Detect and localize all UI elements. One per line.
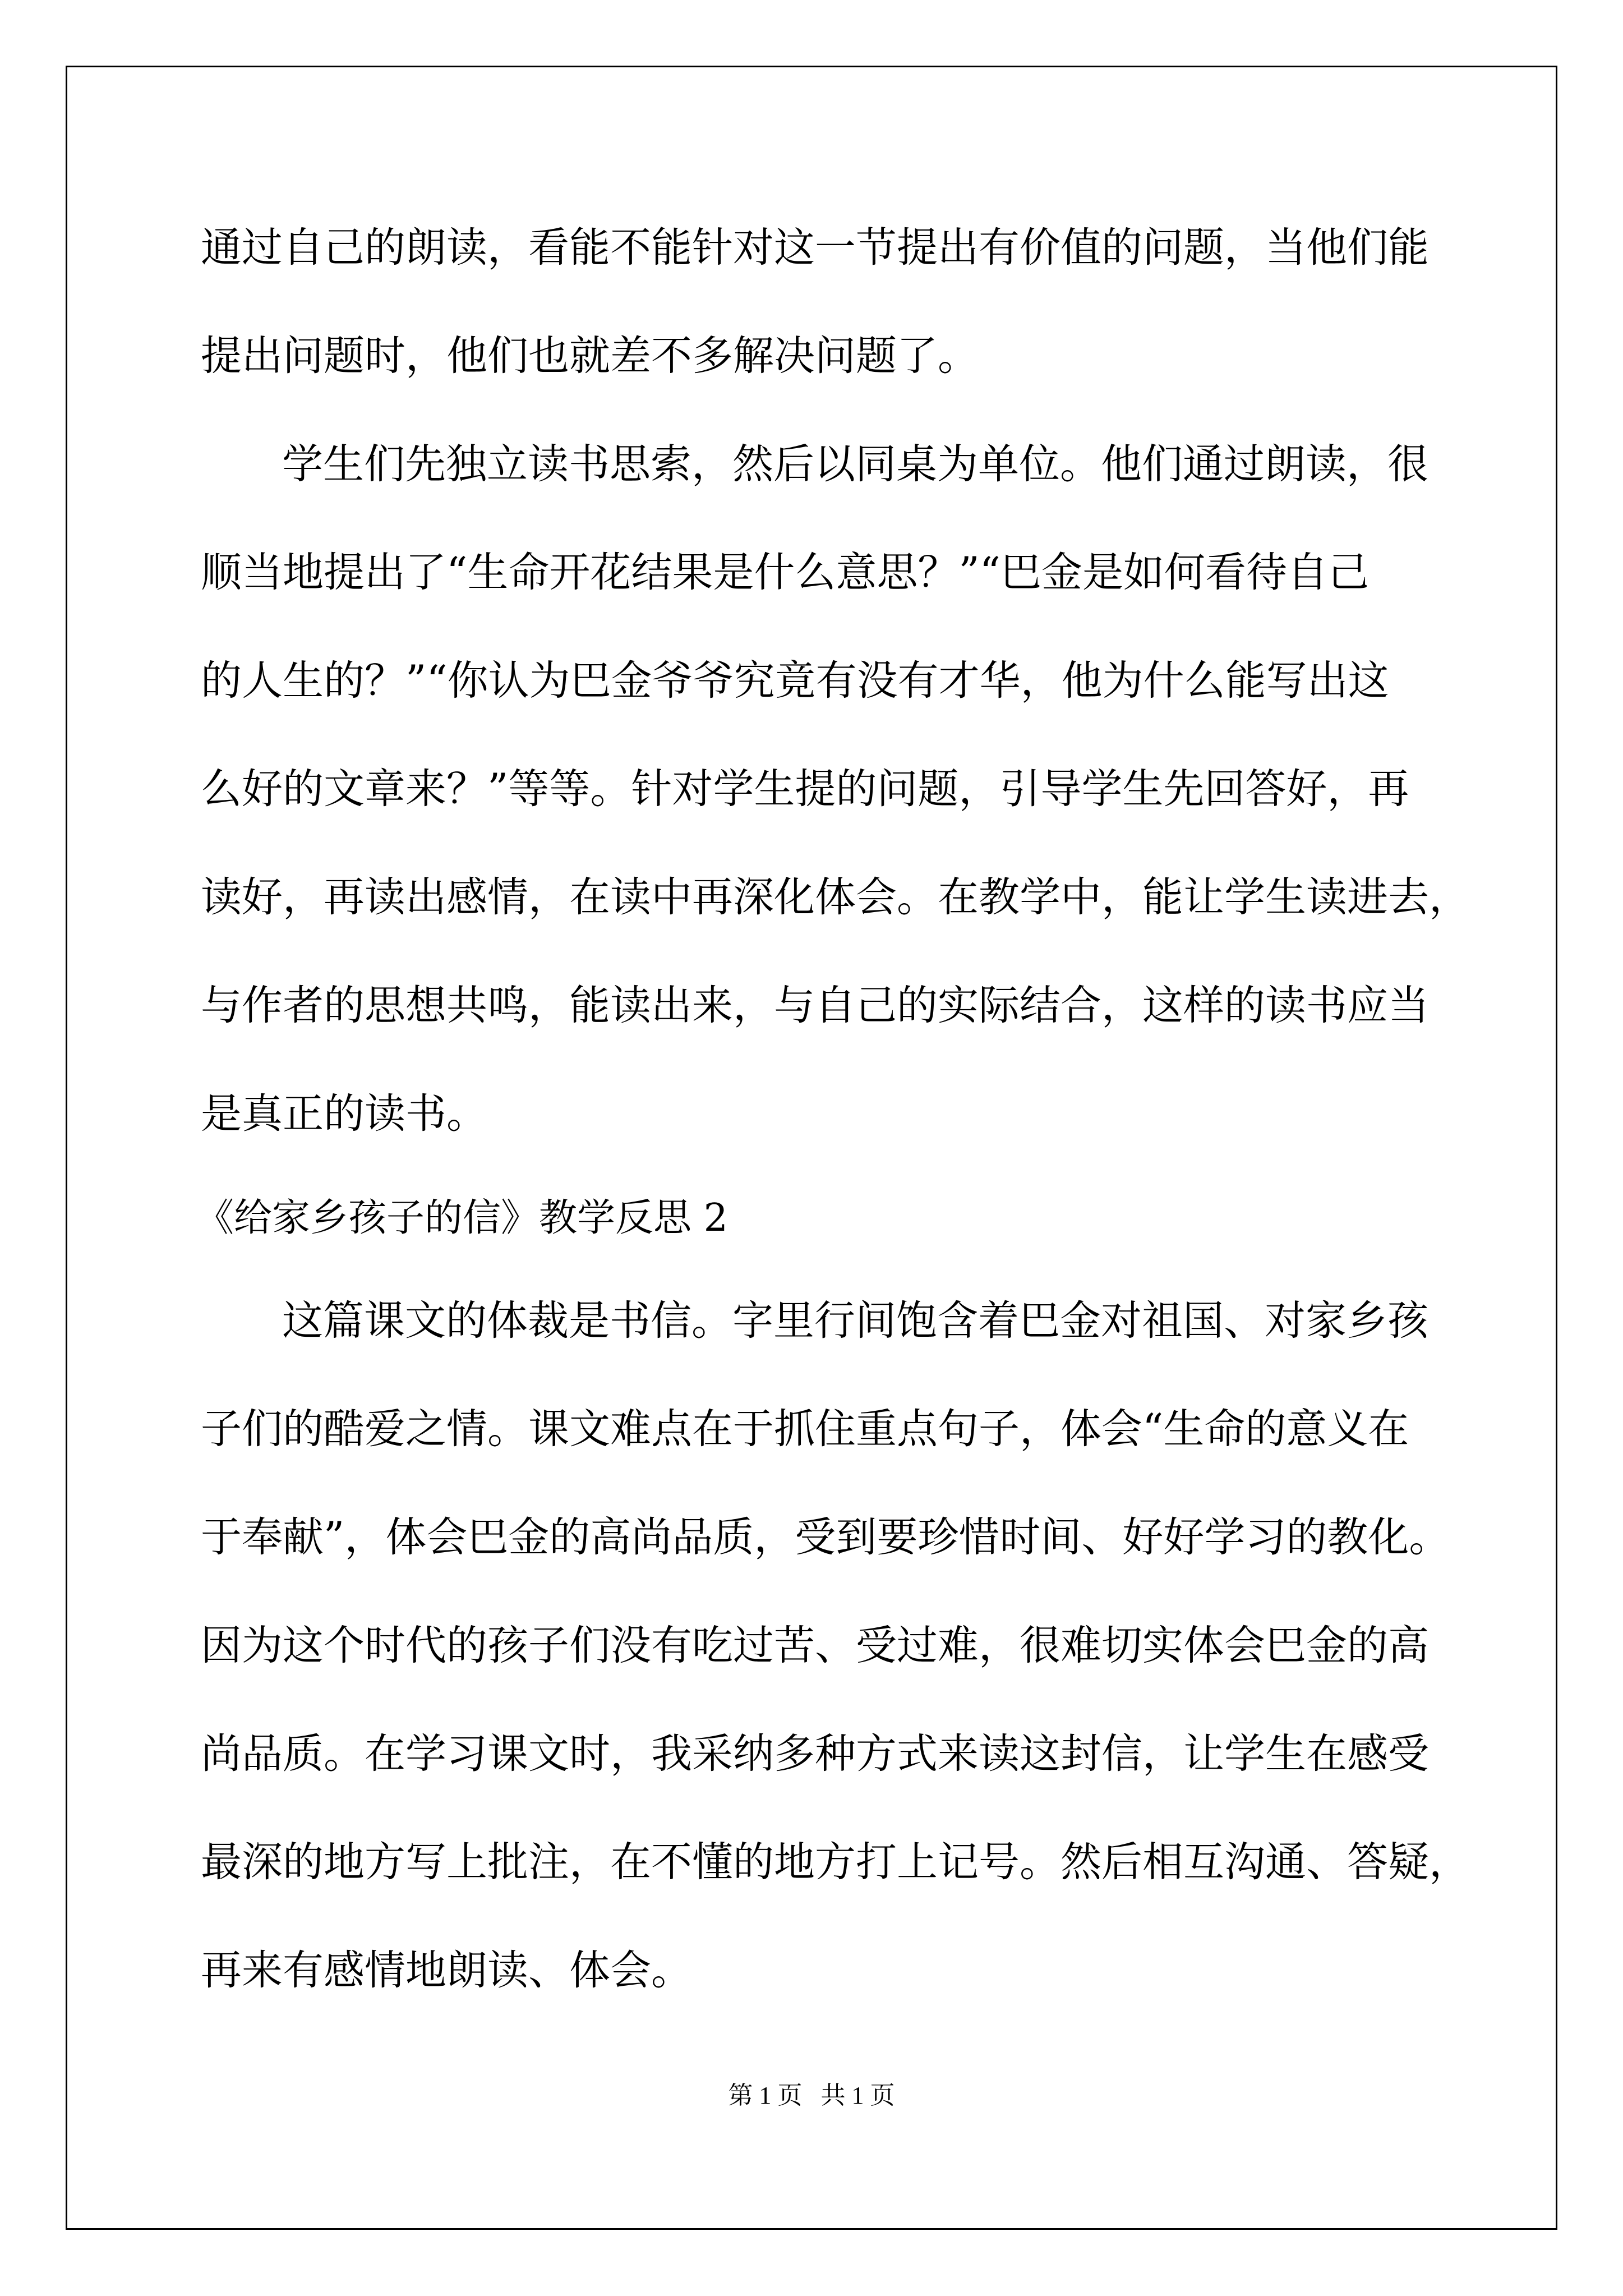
text-line: 子们的酷爱之情。课文难点在于抓住重点句子，体会“生命的意义在 [201,1405,1409,1453]
text-line: 读好，再读出感情，在读中再深化体会。在教学中，能让学生读进去， [201,873,1470,921]
text-line: 再来有感情地朗读、体会。 [201,1947,692,1994]
text-line: 提出问题时，他们也就差不多解决问题了。 [201,332,979,380]
section-heading: 《给家乡孩子的信》教学反思 2 [196,1196,728,1240]
text-line: 尚品质。在学习课文时，我采纳多种方式来读这封信，让学生在感受 [201,1730,1429,1778]
text-line: 是真正的读书。 [201,1090,487,1138]
text-line: 的人生的？”“你认为巴金爷爷究竟有没有才华，他为什么能写出这 [201,657,1389,705]
page-footer: 第 1 页 共 1 页 [728,2082,895,2109]
text-line: 通过自己的朗读，看能不能针对这一节提出有价值的问题，当他们能 [201,224,1429,272]
text-line: 学生们先独立读书思索，然后以同桌为单位。他们通过朗读，很 [282,440,1428,488]
text-line: 最深的地方写上批注，在不懂的地方打上记号。然后相互沟通、答疑， [201,1838,1470,1886]
text-line: 这篇课文的体裁是书信。字里行间饱含着巴金对祖国、对家乡孩 [282,1297,1428,1345]
text-line: 与作者的思想共鸣，能读出来，与自己的实际结合，这样的读书应当 [201,982,1429,1029]
text-line: 顺当地提出了“生命开花结果是什么意思？”“巴金是如何看待自己 [201,549,1369,596]
text-line: 于奉献”，体会巴金的高尚品质，受到要珍惜时间、好好学习的教化。 [201,1513,1450,1561]
text-line: 因为这个时代的孩子们没有吃过苦、受过难，很难切实体会巴金的高 [201,1622,1429,1669]
page-border [66,66,1557,2230]
text-line: 么好的文章来？”等等。针对学生提的问题，引导学生先回答好，再 [201,765,1409,813]
